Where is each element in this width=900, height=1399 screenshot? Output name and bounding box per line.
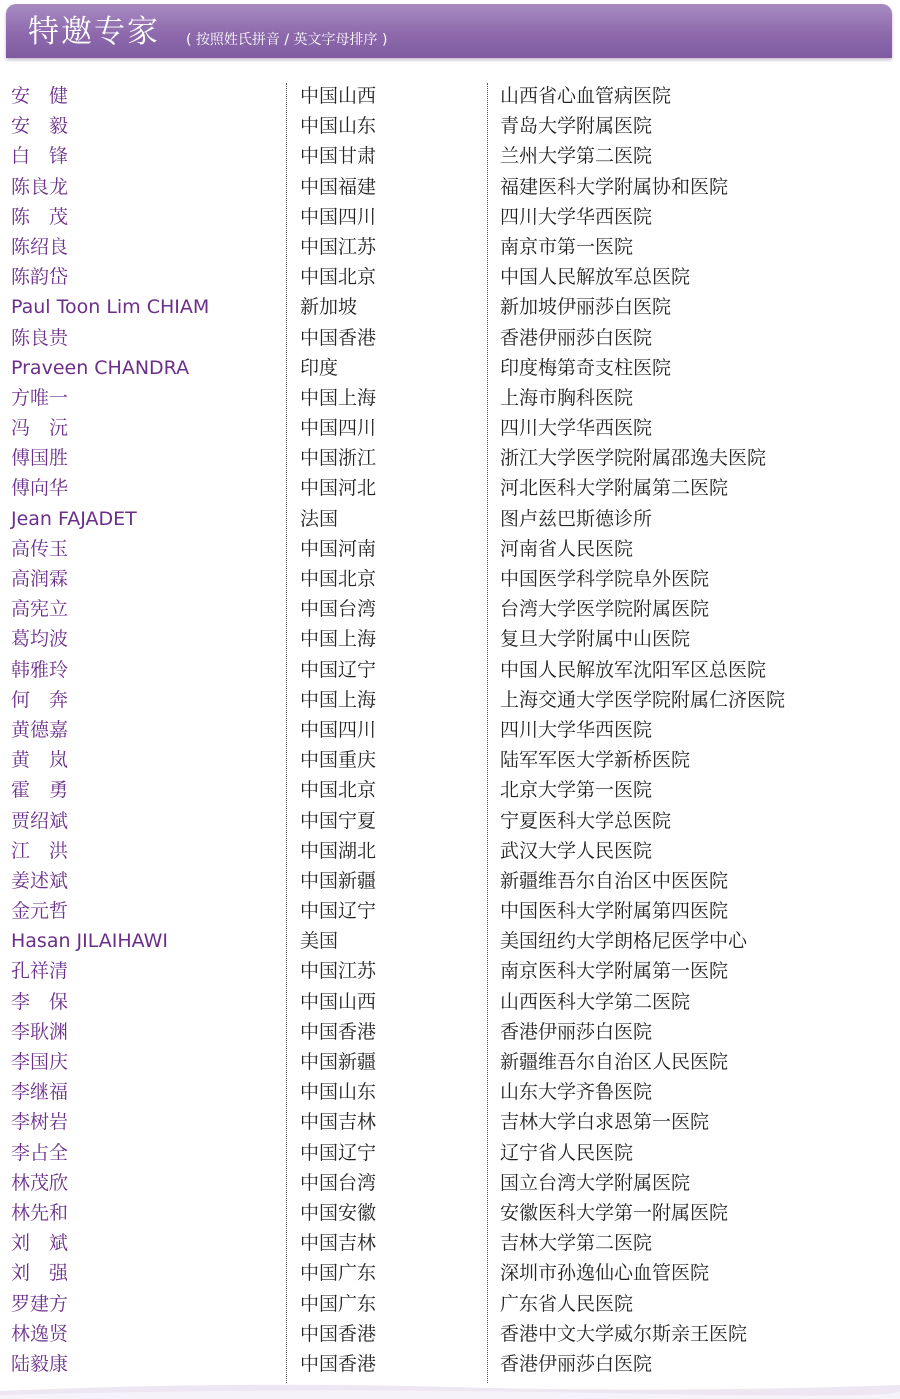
expert-row: [0, 383, 900, 413]
expert-name: 傅向华: [11, 477, 69, 500]
expert-name: 贾绍斌: [11, 809, 69, 832]
expert-hospital: 香港伊丽莎白医院: [500, 326, 653, 349]
expert-hospital: 印度梅第奇支柱医院: [500, 356, 672, 379]
expert-region: 新加坡: [300, 296, 358, 319]
expert-name: 韩雅玲: [11, 658, 69, 681]
expert-row: [0, 715, 900, 745]
expert-region: 中国江苏: [300, 235, 377, 258]
expert-name: 高传玉: [11, 537, 69, 560]
expert-name: 黄 岚: [11, 749, 69, 772]
expert-row: [0, 685, 900, 715]
expert-region: 中国北京: [300, 266, 377, 289]
expert-hospital: 吉林大学第二医院: [500, 1232, 653, 1255]
expert-row: [0, 413, 900, 443]
expert-row: [0, 1047, 900, 1077]
expert-hospital: 浙江大学医学院附属邵逸夫医院: [500, 447, 767, 470]
expert-name: 罗建方: [11, 1292, 69, 1315]
expert-row: [0, 564, 900, 594]
expert-hospital: 广东省人民医院: [500, 1292, 634, 1315]
expert-name: Praveen CHANDRA: [11, 356, 190, 379]
expert-region: 中国台湾: [300, 1171, 377, 1194]
expert-region: 中国安徽: [300, 1201, 377, 1224]
expert-hospital: 吉林大学白求恩第一医院: [500, 1111, 710, 1134]
expert-hospital: 台湾大学医学院附属医院: [500, 598, 710, 621]
expert-hospital: 美国纽约大学朗格尼医学中心: [500, 930, 748, 953]
expert-name: 林茂欣: [11, 1171, 69, 1194]
expert-name: 陈良贵: [11, 326, 69, 349]
expert-name: 白 锋: [11, 145, 69, 168]
expert-name: Hasan JILAIHAWI: [11, 930, 169, 953]
decorative-wave: [0, 1377, 900, 1399]
expert-row: [0, 534, 900, 564]
expert-region: 中国山东: [300, 1081, 377, 1104]
expert-region: 法国: [300, 507, 339, 530]
expert-list: [0, 81, 900, 1379]
expert-row: [0, 262, 900, 292]
expert-region: 中国上海: [300, 628, 377, 651]
expert-name: 李继福: [11, 1081, 69, 1104]
expert-hospital: 中国人民解放军沈阳军区总医院: [500, 658, 767, 681]
expert-name: 孔祥清: [11, 960, 69, 983]
expert-name: 安 毅: [11, 115, 69, 138]
expert-hospital: 上海交通大学医学院附属仁济医院: [500, 688, 786, 711]
expert-hospital: 山西医科大学第二医院: [500, 990, 691, 1013]
expert-name: 姜述斌: [11, 869, 69, 892]
section-title: 特邀专家: [28, 14, 160, 50]
expert-name: 林逸贤: [11, 1322, 69, 1345]
expert-name: 金元哲: [11, 900, 69, 923]
expert-row: [0, 926, 900, 956]
expert-name: 刘 强: [11, 1262, 69, 1285]
expert-region: 中国香港: [300, 1020, 377, 1043]
expert-hospital: 中国医科大学附属第四医院: [500, 900, 729, 923]
expert-region: 中国广东: [300, 1262, 377, 1285]
expert-row: [0, 956, 900, 986]
expert-hospital: 中国人民解放军总医院: [500, 266, 691, 289]
expert-row: [0, 775, 900, 805]
expert-region: 中国上海: [300, 386, 377, 409]
expert-region: 中国辽宁: [300, 900, 377, 923]
expert-name: 李树岩: [11, 1111, 69, 1134]
expert-hospital: 辽宁省人民医院: [500, 1141, 634, 1164]
expert-name: 李 保: [11, 990, 69, 1013]
expert-row: [0, 624, 900, 654]
expert-hospital: 南京市第一医院: [500, 235, 634, 258]
expert-row: [0, 353, 900, 383]
expert-hospital: 复旦大学附属中山医院: [500, 628, 691, 651]
expert-hospital: 香港伊丽莎白医院: [500, 1020, 653, 1043]
expert-name: 刘 斌: [11, 1232, 69, 1255]
expert-region: 中国湖北: [300, 839, 377, 862]
expert-hospital: 深圳市孙逸仙心血管医院: [500, 1262, 710, 1285]
expert-region: 中国山东: [300, 115, 377, 138]
expert-row: [0, 1319, 900, 1349]
expert-row: [0, 866, 900, 896]
expert-row: [0, 202, 900, 232]
expert-region: 中国香港: [300, 326, 377, 349]
expert-name: 陈 茂: [11, 205, 69, 228]
expert-row: [0, 806, 900, 836]
expert-hospital: 武汉大学人民医院: [500, 839, 653, 862]
expert-name: 安 健: [11, 85, 69, 107]
expert-hospital: 兰州大学第二医院: [500, 145, 653, 168]
expert-region: 中国上海: [300, 688, 377, 711]
expert-name: 高宪立: [11, 598, 69, 621]
expert-name: 陈绍良: [11, 235, 69, 258]
expert-row: [0, 1107, 900, 1137]
section-header: [6, 4, 892, 58]
expert-row: [0, 1289, 900, 1319]
expert-region: 中国山西: [300, 990, 377, 1013]
expert-region: 中国香港: [300, 1322, 377, 1345]
expert-row: [0, 1138, 900, 1168]
expert-row: [0, 172, 900, 202]
expert-row: [0, 655, 900, 685]
expert-row: [0, 594, 900, 624]
expert-name: 李耿渊: [11, 1020, 69, 1043]
expert-region: 中国广东: [300, 1292, 377, 1315]
expert-hospital: 北京大学第一医院: [500, 779, 653, 802]
expert-region: 印度: [300, 356, 339, 379]
expert-name: Paul Toon Lim CHIAM: [11, 296, 210, 319]
expert-hospital: 四川大学华西医院: [500, 205, 653, 228]
expert-region: 中国浙江: [300, 447, 377, 470]
expert-hospital: 山西省心血管病医院: [500, 85, 672, 107]
expert-region: 中国吉林: [300, 1111, 377, 1134]
expert-row: [0, 1258, 900, 1288]
expert-hospital: 南京医科大学附属第一医院: [500, 960, 729, 983]
expert-name: 葛均波: [11, 628, 69, 651]
expert-name: 方唯一: [11, 386, 69, 409]
expert-hospital: 陆军军医大学新桥医院: [500, 749, 691, 772]
expert-hospital: 青岛大学附属医院: [500, 115, 653, 138]
expert-region: 中国台湾: [300, 598, 377, 621]
expert-hospital: 新疆维吾尔自治区中医医院: [500, 869, 729, 892]
expert-region: 中国山西: [300, 85, 377, 107]
expert-region: 中国重庆: [300, 749, 377, 772]
expert-hospital: 河北医科大学附属第二医院: [500, 477, 729, 500]
expert-region: 中国辽宁: [300, 658, 377, 681]
expert-row: [0, 745, 900, 775]
expert-region: 中国甘肃: [300, 145, 377, 168]
expert-region: 中国四川: [300, 718, 377, 741]
expert-row: [0, 292, 900, 322]
expert-row: [0, 443, 900, 473]
expert-name: 傅国胜: [11, 447, 69, 470]
expert-region: 中国宁夏: [300, 809, 377, 832]
expert-region: 中国北京: [300, 779, 377, 802]
expert-hospital: 新加坡伊丽莎白医院: [500, 296, 672, 319]
expert-region: 中国河南: [300, 537, 377, 560]
expert-region: 中国北京: [300, 568, 377, 590]
expert-name: 李占全: [11, 1141, 69, 1164]
expert-name: 陆毅康: [11, 1352, 69, 1375]
expert-row: [0, 323, 900, 353]
expert-hospital: 宁夏医科大学总医院: [500, 809, 672, 832]
expert-name: 高润霖: [11, 568, 69, 590]
expert-region: 中国江苏: [300, 960, 377, 983]
sort-note: ( 按照姓氏拼音 / 英文字母排序 ): [186, 32, 388, 48]
expert-row: [0, 1168, 900, 1198]
expert-region: 中国新疆: [300, 869, 377, 892]
expert-region: 中国四川: [300, 417, 377, 440]
expert-hospital: 安徽医科大学第一附属医院: [500, 1201, 729, 1224]
expert-hospital: 四川大学华西医院: [500, 417, 653, 440]
expert-region: 中国香港: [300, 1352, 377, 1375]
expert-row: [0, 473, 900, 503]
expert-row: [0, 1198, 900, 1228]
expert-name: Jean FAJADET: [11, 507, 137, 530]
expert-hospital: 图卢兹巴斯德诊所: [500, 507, 653, 530]
expert-row: [0, 232, 900, 262]
expert-name: 霍 勇: [11, 779, 69, 802]
expert-row: [0, 1017, 900, 1047]
expert-hospital: 中国医学科学院阜外医院: [500, 568, 710, 590]
expert-row: [0, 111, 900, 141]
expert-row: [0, 1077, 900, 1107]
expert-name: 江 洪: [11, 839, 69, 862]
expert-name: 陈良龙: [11, 175, 69, 198]
expert-region: 中国新疆: [300, 1051, 377, 1073]
expert-region: 中国福建: [300, 175, 377, 198]
expert-hospital: 上海市胸科医院: [500, 386, 634, 409]
expert-name: 何 奔: [11, 688, 69, 711]
expert-row: [0, 141, 900, 171]
expert-row: [0, 81, 900, 111]
expert-row: [0, 896, 900, 926]
expert-hospital: 香港中文大学威尔斯亲王医院: [500, 1322, 748, 1345]
expert-name: 林先和: [11, 1201, 69, 1224]
expert-name: 冯 沅: [11, 417, 69, 440]
expert-hospital: 山东大学齐鲁医院: [500, 1081, 653, 1104]
expert-hospital: 四川大学华西医院: [500, 718, 653, 741]
expert-name: 黄德嘉: [11, 718, 69, 741]
expert-name: 陈韵岱: [11, 266, 69, 289]
expert-row: [0, 504, 900, 534]
expert-hospital: 新疆维吾尔自治区人民医院: [500, 1051, 729, 1073]
expert-region: 中国四川: [300, 205, 377, 228]
expert-region: 中国河北: [300, 477, 377, 500]
expert-row: [0, 987, 900, 1017]
expert-region: 中国吉林: [300, 1232, 377, 1255]
expert-region: 中国辽宁: [300, 1141, 377, 1164]
expert-row: [0, 1349, 900, 1379]
expert-hospital: 国立台湾大学附属医院: [500, 1171, 691, 1194]
expert-hospital: 福建医科大学附属协和医院: [500, 175, 729, 198]
expert-region: 美国: [300, 930, 339, 953]
expert-name: 李国庆: [11, 1051, 69, 1073]
expert-row: [0, 1228, 900, 1258]
expert-row: [0, 836, 900, 866]
expert-hospital: 香港伊丽莎白医院: [500, 1352, 653, 1375]
expert-hospital: 河南省人民医院: [500, 537, 634, 560]
